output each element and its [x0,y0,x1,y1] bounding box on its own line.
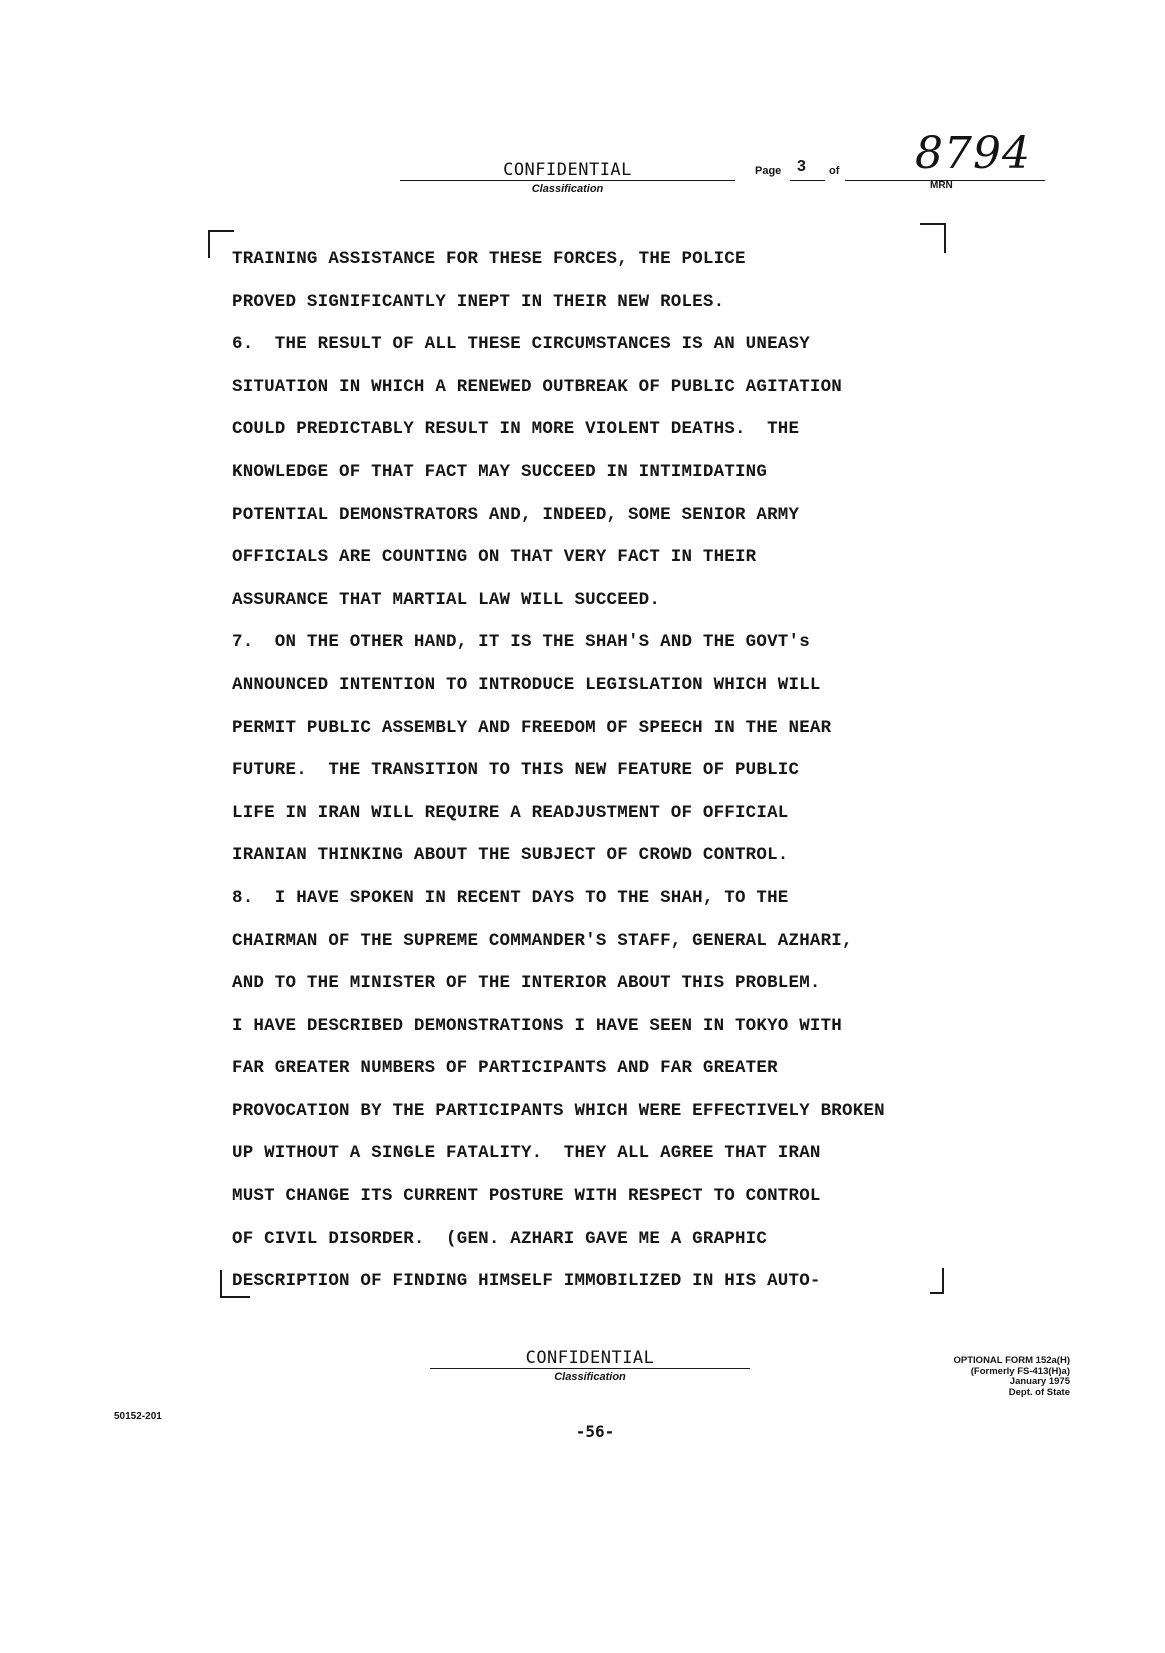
text-line: AND TO THE MINISTER OF THE INTERIOR ABOUT THIS PROBLEM. [232,973,821,994]
text-line: 6. THE RESULT OF ALL THESE CIRCUMSTANCES IS AN UNEASY [232,334,810,355]
text-line: FUTURE. THE TRANSITION TO THIS NEW FEATURE OF PUBLIC [232,760,800,781]
text-line: MUST CHANGE ITS CURRENT POSTURE WITH RESPECT TO CONTROL [232,1186,821,1207]
form-stock-code: 50152-201 [114,1411,162,1422]
text-line: 7. ON THE OTHER HAND, IT IS THE SHAH'S AND THE GOVT's [232,632,810,653]
text-line: DESCRIPTION OF FINDING HIMSELF IMMOBILIZED IN HIS AUTO- [232,1271,821,1292]
text-line: SITUATION IN WHICH A RENEWED OUTBREAK OF PUBLIC AGITATION [232,376,842,397]
header-classification-label: Classification [531,183,604,195]
text-line: UP WITHOUT A SINGLE FATALITY. THEY ALL AGREE THAT IRAN [232,1143,821,1164]
page-label: Page [755,165,782,177]
text-line: OFFICIALS ARE COUNTING ON THAT VERY FACT IN THEIR [232,547,757,568]
header-classification: CONFIDENTIAL [503,160,632,180]
text-line: POTENTIAL DEMONSTRATORS AND, INDEED, SOME SENIOR ARMY [232,504,800,525]
text-line: OF CIVIL DISORDER. (GEN. AZHARI GAVE ME A GRAPHIC [232,1228,768,1249]
text-line: LIFE IN IRAN WILL REQUIRE A READJUSTMENT OF OFFICIAL [232,802,789,823]
text-line: ASSURANCE THAT MARTIAL LAW WILL SUCCEED. [232,589,661,610]
text-line: PERMIT PUBLIC ASSEMBLY AND FREEDOM OF SPEECH IN THE NEAR [232,717,832,738]
footer-classification-rule [430,1368,750,1369]
page-of-label: of [829,165,840,177]
form-line: Dept. of State [1008,1386,1070,1398]
text-line: FAR GREATER NUMBERS OF PARTICIPANTS AND FAR GREATER [232,1058,778,1079]
text-line: KNOWLEDGE OF THAT FACT MAY SUCCEED IN INTIMIDATING [232,461,768,482]
footer-classification-label: Classification [554,1371,626,1383]
text-line: PROVED SIGNIFICANTLY INEPT IN THEIR NEW ROLES. [232,291,725,312]
text-line: I HAVE DESCRIBED DEMONSTRATIONS I HAVE SEEN IN TOKYO WITH [232,1015,842,1036]
text-line: ANNOUNCED INTENTION TO INTRODUCE LEGISLATION WHICH WILL [232,674,821,695]
text-line: CHAIRMAN OF THE SUPREME COMMANDER'S STAFF, GENERAL AZHARI, [232,930,853,951]
footer-classification: CONFIDENTIAL [525,1348,655,1368]
text-line: TRAINING ASSISTANCE FOR THESE FORCES, THE POLICE [232,249,746,269]
page-number: 3 [797,158,806,175]
form-line: OPTIONAL FORM 152a(H) [953,1355,1070,1366]
bracket-top-left [208,230,234,258]
mrn-handwritten-number: 8794 [915,128,1031,179]
form-line: January 1975 [1009,1376,1070,1387]
optional-form-notice [870,1356,1070,1398]
cable-body-text [232,244,1032,1309]
text-line: PROVOCATION BY THE PARTICIPANTS WHICH WERE EFFECTIVELY BROKEN [232,1100,885,1121]
text-line: COULD PREDICTABLY RESULT IN MORE VIOLENT DEATHS. THE [232,419,800,440]
classification-rule [400,180,735,181]
text-line: 8. I HAVE SPOKEN IN RECENT DAYS TO THE SHAH, TO THE [232,887,789,908]
text-line: IRANIAN THINKING ABOUT THE SUBJECT OF CROWD CONTROL. [232,845,789,866]
form-line: (Formerly FS-413(H)a) [970,1365,1070,1377]
document-page-number: -56- [575,1422,615,1441]
mrn-label: MRN [930,180,953,191]
page-number-rule [790,180,825,181]
